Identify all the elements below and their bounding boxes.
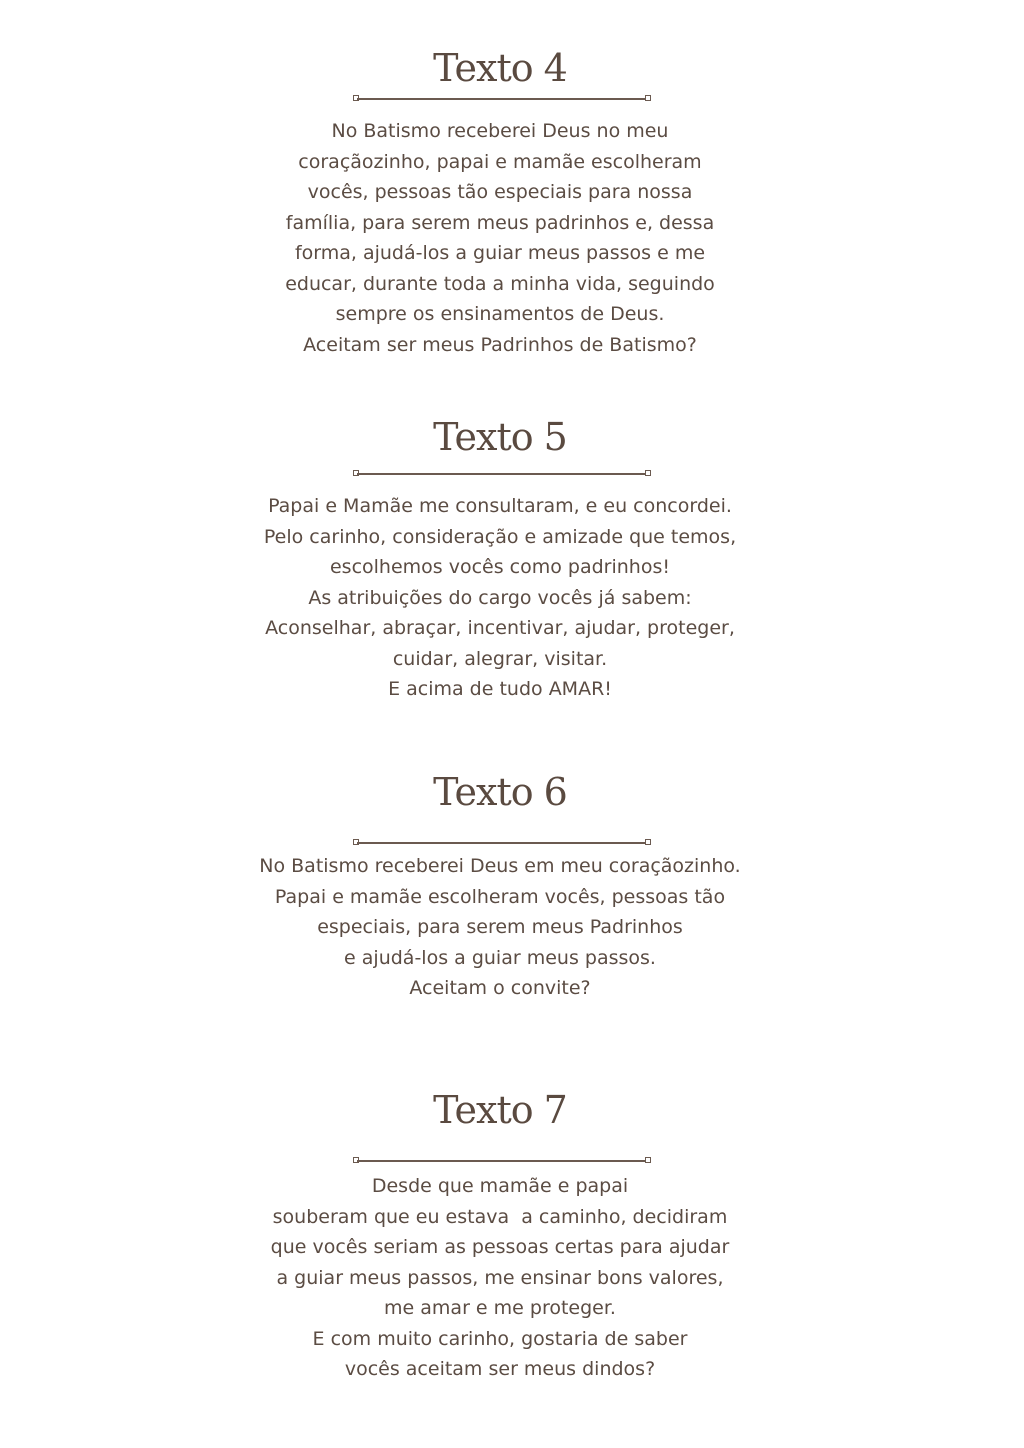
body-line: a guiar meus passos, me ensinar bons valores, <box>276 1266 724 1289</box>
body-line: coraçãozinho, papai e mamãe escolheram <box>298 150 702 173</box>
body-line: Aceitam ser meus Padrinhos de Batismo? <box>303 333 697 356</box>
body-line: No Batismo receberei Deus no meu <box>331 120 669 142</box>
body-line: e ajudá-los a guiar meus passos. <box>344 946 656 969</box>
body-line: Aconselhar, abraçar, incentivar, ajudar, proteger, <box>265 617 735 639</box>
section-body <box>0 116 1000 360</box>
ornamental-divider <box>353 839 651 846</box>
ornamental-divider <box>353 470 651 477</box>
body-line: E com muito carinho, gostaria de saber <box>312 1327 688 1350</box>
body-line: especiais, para serem meus Padrinhos <box>317 916 683 938</box>
body-line: família, para serem meus padrinhos e, dessa <box>285 211 715 234</box>
body-line: Desde que mamãe e papai <box>371 1175 629 1197</box>
body-line: E acima de tudo AMAR! <box>388 678 612 700</box>
body-line: que vocês seriam as pessoas certas para ajudar <box>270 1236 730 1258</box>
section-title: Texto 6 <box>433 770 567 814</box>
section-body <box>0 1171 1000 1385</box>
ornamental-divider <box>353 95 651 102</box>
body-line: Papai e mamãe escolheram vocês, pessoas tão <box>274 885 726 908</box>
body-line: me amar e me proteger. <box>384 1297 616 1319</box>
body-line: forma, ajudá-los a guiar meus passos e me <box>294 242 706 264</box>
section-title: Texto 5 <box>433 415 567 459</box>
section-body <box>0 851 1000 1004</box>
body-line: Papai e Mamãe me consultaram, e eu concordei. <box>268 495 732 517</box>
section-title: Texto 4 <box>433 46 567 90</box>
body-line: educar, durante toda a minha vida, seguindo <box>285 272 715 295</box>
body-line: souberam que eu estava a caminho, decidiram <box>272 1205 728 1228</box>
body-line: Pelo carinho, consideração e amizade que temos, <box>263 525 737 548</box>
body-line: cuidar, alegrar, visitar. <box>392 647 608 670</box>
section-title: Texto 7 <box>433 1088 567 1132</box>
body-line: Aceitam o convite? <box>409 977 591 999</box>
body-line: vocês, pessoas tão especiais para nossa <box>307 181 693 203</box>
ornamental-divider <box>353 1157 651 1164</box>
body-line: No Batismo receberei Deus em meu coraçãozinho. <box>259 855 741 877</box>
body-line: vocês aceitam ser meus dindos? <box>344 1358 656 1380</box>
body-line: escolhemos vocês como padrinhos! <box>329 556 670 578</box>
section-body <box>0 491 1000 705</box>
body-line: As atribuições do cargo vocês já sabem: <box>308 586 692 609</box>
body-line: sempre os ensinamentos de Deus. <box>335 303 665 325</box>
